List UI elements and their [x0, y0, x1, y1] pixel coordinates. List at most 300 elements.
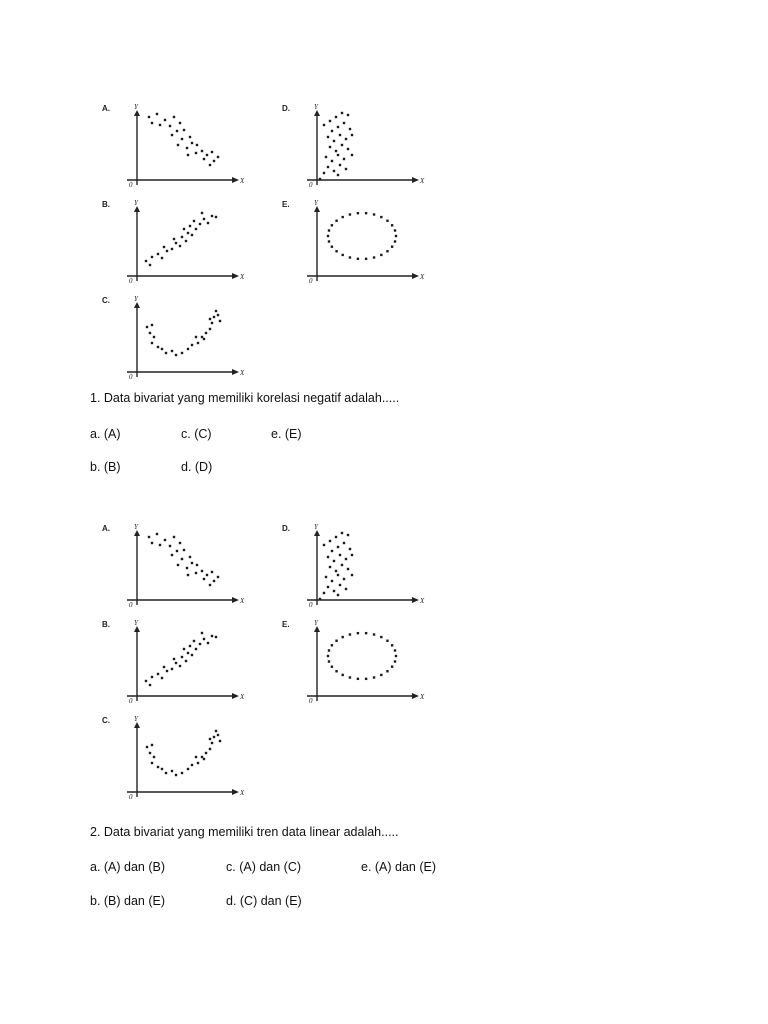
- scatter-dot: [215, 730, 217, 732]
- scatter-dot: [341, 564, 343, 566]
- scatter-dot: [197, 342, 199, 344]
- scatter-dot: [179, 542, 181, 544]
- scatter-dot: [201, 632, 203, 634]
- scatter-dot: [209, 748, 211, 750]
- scatter-dot: [339, 554, 341, 556]
- y-axis-label: Y: [314, 523, 318, 531]
- scatter-dot: [215, 636, 217, 638]
- scatter-dot: [148, 536, 150, 538]
- plot-circle: [282, 199, 425, 285]
- scatter-dot: [343, 578, 345, 580]
- plot-u-shaped: [102, 715, 245, 801]
- scatter-dot: [205, 332, 207, 334]
- scatter-dot: [177, 564, 179, 566]
- y-axis-label: Y: [314, 103, 318, 111]
- scatter-dot: [341, 112, 343, 114]
- scatter-dot: [193, 640, 195, 642]
- scatter-dot: [189, 225, 191, 227]
- scatter-dot: [347, 534, 349, 536]
- plot-vertical-cluster: [282, 523, 425, 609]
- scatter-dot: [211, 742, 213, 744]
- scatter-dot: [213, 316, 215, 318]
- scatter-dot: [333, 140, 335, 142]
- scatter-dot: [337, 574, 339, 576]
- scatter-dot: [333, 590, 335, 592]
- scatter-dot: [333, 170, 335, 172]
- scatter-dot: [203, 758, 205, 760]
- y-axis-label: Y: [134, 295, 138, 303]
- scatter-dot: [173, 238, 175, 240]
- scatter-dot: [394, 240, 396, 242]
- scatter-dot: [209, 318, 211, 320]
- scatter-figure-2: [92, 515, 432, 805]
- scatter-dot: [163, 666, 165, 668]
- scatter-dot: [328, 240, 330, 242]
- scatter-dot: [351, 154, 353, 156]
- scatter-dot: [341, 636, 343, 638]
- scatter-dot: [341, 216, 343, 218]
- scatter-dot: [331, 644, 333, 646]
- scatter-dot: [191, 654, 193, 656]
- q1-option-e[interactable]: e. (E): [271, 427, 302, 441]
- plot-positive-linear: [102, 199, 245, 285]
- plot-u-shaped: [102, 295, 245, 381]
- scatter-figure-1: [92, 95, 432, 385]
- scatter-dot: [211, 571, 213, 573]
- scatter-dot: [327, 655, 329, 657]
- scatter-dot: [349, 548, 351, 550]
- scatter-dot: [181, 558, 183, 560]
- scatter-dot: [386, 220, 388, 222]
- plot-letter: A.: [102, 104, 110, 113]
- scatter-dot: [196, 144, 198, 146]
- scatter-dot: [335, 150, 337, 152]
- scatter-dot: [187, 232, 189, 234]
- scatter-dot: [391, 665, 393, 667]
- scatter-dot: [323, 544, 325, 546]
- scatter-dot: [219, 740, 221, 742]
- scatter-dot: [335, 250, 337, 252]
- scatter-dot: [181, 352, 183, 354]
- scatter-dot: [185, 240, 187, 242]
- scatter-dot: [207, 642, 209, 644]
- scatter-dot: [391, 644, 393, 646]
- scatter-dot: [157, 766, 159, 768]
- scatter-dot: [331, 665, 333, 667]
- scatter-dot: [337, 126, 339, 128]
- scatter-dot: [327, 586, 329, 588]
- scatter-dot: [349, 633, 351, 635]
- scatter-dot: [203, 578, 205, 580]
- scatter-dot: [166, 670, 168, 672]
- origin-label: 0: [129, 793, 133, 801]
- scatter-dot: [145, 680, 147, 682]
- scatter-dot: [175, 662, 177, 664]
- scatter-dot: [175, 354, 177, 356]
- scatter-dot: [201, 212, 203, 214]
- origin-label: 0: [309, 181, 313, 189]
- scatter-dot: [394, 649, 396, 651]
- scatter-dot: [185, 660, 187, 662]
- x-axis-label: X: [240, 177, 245, 185]
- scatter-dot: [191, 234, 193, 236]
- scatter-dot: [166, 250, 168, 252]
- scatter-dot: [187, 154, 189, 156]
- plot-positive-linear: [102, 619, 245, 705]
- scatter-dot: [386, 670, 388, 672]
- scatter-dot: [327, 235, 329, 237]
- scatter-dot: [347, 114, 349, 116]
- scatter-dot: [328, 649, 330, 651]
- scatter-dot: [345, 588, 347, 590]
- scatter-dot: [391, 245, 393, 247]
- scatter-dot: [161, 768, 163, 770]
- scatter-dot: [211, 322, 213, 324]
- scatter-dot: [207, 222, 209, 224]
- q2-option-d[interactable]: d. (C) dan (E): [226, 894, 302, 908]
- scatter-dot: [349, 256, 351, 258]
- scatter-dot: [345, 138, 347, 140]
- plot-letter: D.: [282, 104, 290, 113]
- scatter-dot: [191, 344, 193, 346]
- scatter-dot: [339, 134, 341, 136]
- q2-option-b[interactable]: b. (B) dan (E): [90, 894, 166, 908]
- scatter-dot: [335, 570, 337, 572]
- scatter-dot: [373, 256, 375, 258]
- scatter-dot: [151, 324, 153, 326]
- scatter-dot: [151, 744, 153, 746]
- scatter-dot: [380, 636, 382, 638]
- q1-option-a[interactable]: a. (A): [90, 427, 121, 441]
- scatter-dot: [191, 562, 193, 564]
- scatter-dot: [183, 129, 185, 131]
- scatter-dot: [357, 678, 359, 680]
- scatter-dot: [351, 554, 353, 556]
- scatter-dot: [331, 245, 333, 247]
- scatter-dot: [349, 213, 351, 215]
- origin-label: 0: [309, 277, 313, 285]
- origin-label: 0: [309, 697, 313, 705]
- scatter-dot: [153, 336, 155, 338]
- scatter-dot: [335, 116, 337, 118]
- scatter-dot: [149, 684, 151, 686]
- scatter-dot: [331, 160, 333, 162]
- question-1-text: 1. Data bivariat yang memiliki korelasi negatif adalah.....: [90, 391, 400, 405]
- x-axis-label: X: [240, 273, 245, 281]
- scatter-dot: [365, 678, 367, 680]
- scatter-dot: [345, 558, 347, 560]
- x-axis-arrow: [232, 693, 239, 699]
- scatter-dot: [219, 320, 221, 322]
- scatter-dot: [203, 218, 205, 220]
- scatter-dot: [191, 142, 193, 144]
- scatter-dot: [325, 576, 327, 578]
- q2-option-c[interactable]: c. (A) dan (C): [226, 860, 302, 874]
- scatter-dot: [189, 556, 191, 558]
- scatter-dot: [191, 764, 193, 766]
- x-axis-label: X: [240, 597, 245, 605]
- scatter-dot: [173, 536, 175, 538]
- scatter-dot: [145, 260, 147, 262]
- scatter-dot: [337, 546, 339, 548]
- scatter-dot: [195, 648, 197, 650]
- scatter-dot: [335, 640, 337, 642]
- scatter-dot: [201, 150, 203, 152]
- scatter-dot: [323, 172, 325, 174]
- scatter-dot: [149, 264, 151, 266]
- scatter-dot: [169, 545, 171, 547]
- scatter-dot: [339, 584, 341, 586]
- scatter-dot: [341, 674, 343, 676]
- x-axis-label: X: [240, 693, 245, 701]
- scatter-dot: [328, 229, 330, 231]
- scatter-dot: [373, 213, 375, 215]
- scatter-dot: [335, 220, 337, 222]
- scatter-dot: [173, 116, 175, 118]
- scatter-dot: [151, 122, 153, 124]
- scatter-dot: [343, 542, 345, 544]
- x-axis-label: X: [420, 597, 425, 605]
- x-axis-label: X: [240, 369, 245, 377]
- scatter-dot: [395, 235, 397, 237]
- scatter-dot: [183, 228, 185, 230]
- scatter-dot: [217, 576, 219, 578]
- scatter-dot: [183, 648, 185, 650]
- scatter-dot: [206, 574, 208, 576]
- scatter-dot: [149, 752, 151, 754]
- scatter-dot: [179, 665, 181, 667]
- scatter-dot: [175, 774, 177, 776]
- plot-letter: A.: [102, 524, 110, 533]
- scatter-dot: [215, 216, 217, 218]
- scatter-dot: [217, 734, 219, 736]
- scatter-dot: [365, 632, 367, 634]
- scatter-dot: [329, 120, 331, 122]
- scatter-dot: [373, 676, 375, 678]
- scatter-dot: [323, 592, 325, 594]
- scatter-dot: [380, 674, 382, 676]
- q2-option-a[interactable]: a. (A) dan (B): [90, 860, 166, 874]
- scatter-dot: [337, 154, 339, 156]
- scatter-dot: [179, 245, 181, 247]
- origin-label: 0: [309, 601, 313, 609]
- scatter-dot: [171, 668, 173, 670]
- scatter-dot: [327, 556, 329, 558]
- scatter-dot: [161, 348, 163, 350]
- scatter-dot: [181, 656, 183, 658]
- scatter-dot: [196, 564, 198, 566]
- scatter-dot: [161, 677, 163, 679]
- scatter-dot: [169, 125, 171, 127]
- y-axis-label: Y: [134, 523, 138, 531]
- x-axis-label: X: [240, 789, 245, 797]
- x-axis-arrow: [232, 597, 239, 603]
- scatter-dot: [203, 158, 205, 160]
- scatter-dot: [203, 638, 205, 640]
- scatter-dot: [146, 746, 148, 748]
- scatter-dot: [331, 130, 333, 132]
- scatter-dot: [328, 660, 330, 662]
- scatter-dot: [217, 156, 219, 158]
- scatter-dot: [181, 772, 183, 774]
- scatter-dot: [357, 632, 359, 634]
- x-axis-arrow: [412, 273, 419, 279]
- scatter-dot: [187, 652, 189, 654]
- scatter-dot: [391, 224, 393, 226]
- scatter-dot: [187, 574, 189, 576]
- plot-letter: E.: [282, 200, 290, 209]
- scatter-dot: [337, 594, 339, 596]
- scatter-dot: [206, 154, 208, 156]
- scatter-dot: [197, 762, 199, 764]
- q1-option-d[interactable]: d. (D): [181, 460, 213, 474]
- scatter-dot: [347, 568, 349, 570]
- origin-label: 0: [129, 181, 133, 189]
- plot-vertical-cluster: [282, 103, 425, 189]
- scatter-dot: [215, 310, 217, 312]
- scatter-dot: [171, 770, 173, 772]
- plot-letter: D.: [282, 524, 290, 533]
- origin-label: 0: [129, 601, 133, 609]
- scatter-dot: [357, 258, 359, 260]
- scatter-dot: [187, 768, 189, 770]
- x-axis-label: X: [420, 693, 425, 701]
- scatter-dot: [211, 635, 213, 637]
- scatter-dot: [331, 224, 333, 226]
- scatter-dot: [341, 532, 343, 534]
- scatter-dot: [331, 550, 333, 552]
- scatter-dot: [181, 138, 183, 140]
- y-axis-label: Y: [314, 199, 318, 207]
- scatter-dot: [209, 164, 211, 166]
- scatter-dot: [171, 134, 173, 136]
- scatter-dot: [163, 246, 165, 248]
- x-axis-arrow: [232, 789, 239, 795]
- scatter-dot: [146, 326, 148, 328]
- scatter-dot: [193, 220, 195, 222]
- scatter-dot: [333, 560, 335, 562]
- origin-label: 0: [129, 373, 133, 381]
- y-axis-label: Y: [134, 715, 138, 723]
- x-axis-arrow: [232, 369, 239, 375]
- scatter-dot: [164, 119, 166, 121]
- scatter-dot: [205, 752, 207, 754]
- x-axis-label: X: [420, 177, 425, 185]
- scatter-dot: [213, 736, 215, 738]
- scatter-dot: [151, 342, 153, 344]
- plot-letter: E.: [282, 620, 290, 629]
- scatter-dot: [217, 314, 219, 316]
- scatter-dot: [201, 570, 203, 572]
- y-axis-label: Y: [314, 619, 318, 627]
- scatter-dot: [165, 352, 167, 354]
- scatter-dot: [337, 174, 339, 176]
- scatter-dot: [380, 254, 382, 256]
- x-axis-arrow: [412, 597, 419, 603]
- scatter-dot: [189, 645, 191, 647]
- scatter-dot: [329, 540, 331, 542]
- scatter-dot: [365, 258, 367, 260]
- scatter-dot: [195, 152, 197, 154]
- plot-letter: B.: [102, 620, 110, 629]
- y-axis-label: Y: [134, 199, 138, 207]
- plot-negative-linear: [102, 103, 245, 189]
- scatter-dot: [183, 549, 185, 551]
- x-axis-label: X: [420, 273, 425, 281]
- scatter-dot: [341, 254, 343, 256]
- plot-letter: C.: [102, 296, 110, 305]
- scatter-dot: [148, 116, 150, 118]
- scatter-dot: [195, 756, 197, 758]
- x-axis-arrow: [232, 273, 239, 279]
- scatter-dot: [351, 134, 353, 136]
- scatter-dot: [151, 676, 153, 678]
- scatter-dot: [349, 128, 351, 130]
- scatter-dot: [177, 144, 179, 146]
- scatter-dot: [209, 738, 211, 740]
- y-axis-label: Y: [134, 619, 138, 627]
- scatter-dot: [156, 533, 158, 535]
- q1-option-c[interactable]: c. (C): [181, 427, 212, 441]
- scatter-dot: [186, 147, 188, 149]
- scatter-dot: [386, 640, 388, 642]
- scatter-dot: [157, 253, 159, 255]
- scatter-dot: [195, 336, 197, 338]
- scatter-dot: [151, 762, 153, 764]
- x-axis-arrow: [232, 177, 239, 183]
- scatter-dot: [345, 168, 347, 170]
- scatter-dot: [195, 228, 197, 230]
- origin-label: 0: [129, 697, 133, 705]
- x-axis-arrow: [412, 693, 419, 699]
- scatter-dot: [347, 148, 349, 150]
- scatter-dot: [151, 256, 153, 258]
- scatter-dot: [189, 136, 191, 138]
- scatter-dot: [203, 338, 205, 340]
- scatter-dot: [186, 567, 188, 569]
- y-axis-label: Y: [134, 103, 138, 111]
- scatter-dot: [149, 332, 151, 334]
- scatter-dot: [327, 166, 329, 168]
- scatter-dot: [351, 574, 353, 576]
- scatter-dot: [373, 633, 375, 635]
- scatter-dot: [199, 223, 201, 225]
- scatter-dot: [357, 212, 359, 214]
- scatter-dot: [173, 658, 175, 660]
- scatter-dot: [365, 212, 367, 214]
- scatter-dot: [335, 670, 337, 672]
- scatter-dot: [335, 536, 337, 538]
- scatter-dot: [325, 156, 327, 158]
- scatter-dot: [171, 554, 173, 556]
- scatter-dot: [327, 136, 329, 138]
- q2-option-e[interactable]: e. (A) dan (E): [361, 860, 437, 874]
- scatter-dot: [151, 542, 153, 544]
- scatter-dot: [157, 673, 159, 675]
- scatter-dot: [187, 348, 189, 350]
- scatter-dot: [175, 242, 177, 244]
- plot-letter: B.: [102, 200, 110, 209]
- plot-letter: C.: [102, 716, 110, 725]
- scatter-dot: [349, 676, 351, 678]
- scatter-dot: [395, 655, 397, 657]
- q1-option-b[interactable]: b. (B): [90, 460, 121, 474]
- scatter-dot: [199, 643, 201, 645]
- scatter-dot: [329, 566, 331, 568]
- plot-circle: [282, 619, 425, 705]
- scatter-dot: [341, 144, 343, 146]
- x-axis-arrow: [412, 177, 419, 183]
